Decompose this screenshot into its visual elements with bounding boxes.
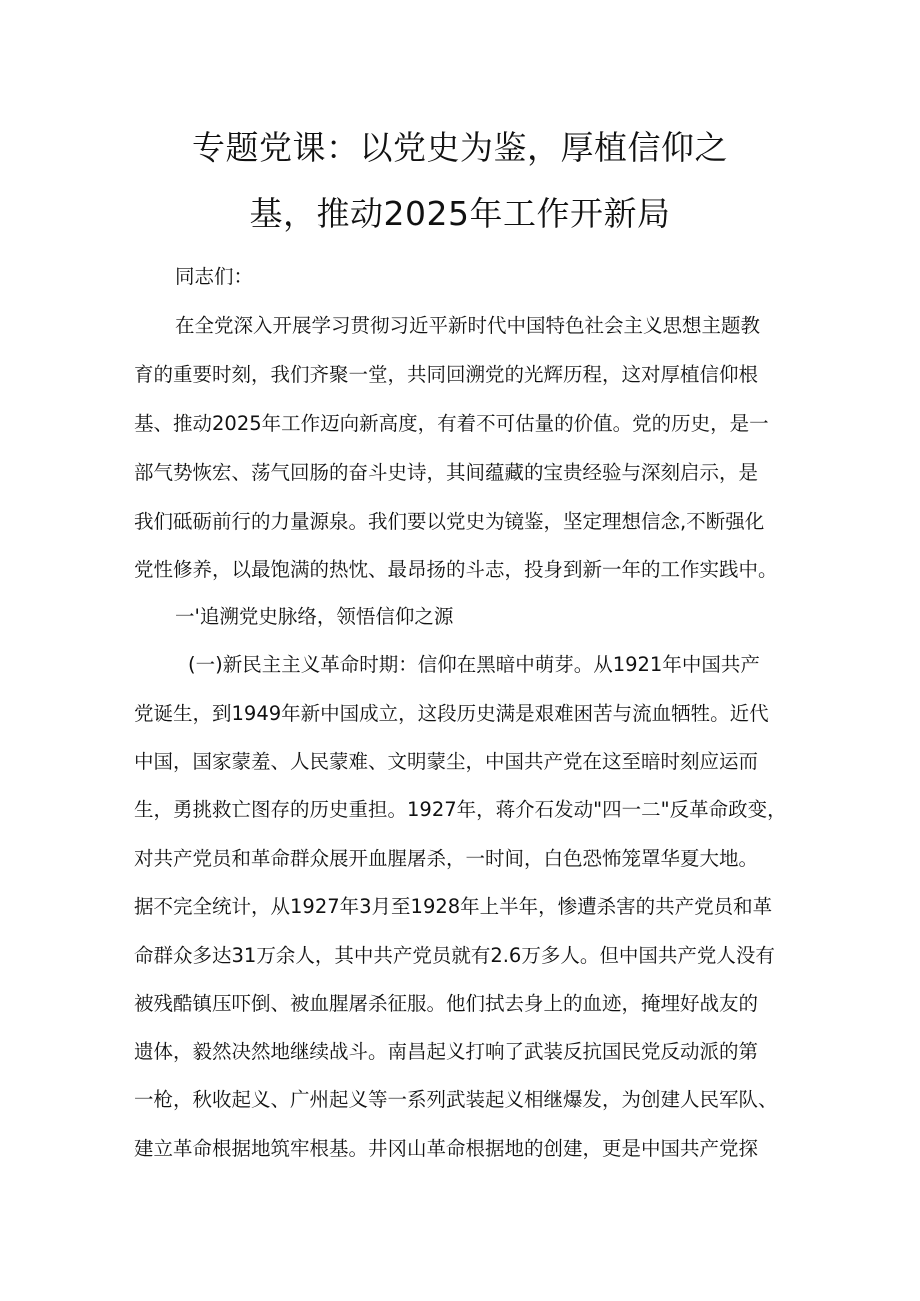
paragraph-line: 遗体，毅然决然地继续战斗。南昌起义打响了武装反抗国民党反动派的第 xyxy=(134,1040,759,1063)
subsection-heading: (一)新民主主义革命时期：信仰在黑暗中萌芽。从1921年中国共产 xyxy=(188,653,760,676)
paragraph-line: 一枪，秋收起义、广州起义等一系列武装起义相继爆发，为创建人民军队、 xyxy=(134,1088,778,1111)
paragraph-line: 我们砥砺前行的力量源泉。我们要以党史为镜鉴，坚定理想信念,不断强化 xyxy=(134,510,765,533)
section-heading: 一'追溯党史脉络，领悟信仰之源 xyxy=(175,605,454,628)
paragraph-line: 据不完全统计，从1927年3月至1928年上半年，惨遭杀害的共产党员和革 xyxy=(134,895,773,918)
paragraph-line: 育的重要时刻，我们齐聚一堂，共同回溯党的光辉历程，这对厚植信仰根 xyxy=(134,363,759,386)
paragraph-line: 部气势恢宏、荡气回肠的奋斗史诗，其间蕴藏的宝贵经验与深刻启示，是 xyxy=(134,461,759,484)
paragraph-line: 党性修养，以最饱满的热忱、最昂扬的斗志，投身到新一年的工作实践中。 xyxy=(134,558,778,581)
paragraph-line: 中国，国家蒙羞、人民蒙难、文明蒙尘，中国共产党在这至暗时刻应运而 xyxy=(134,750,759,773)
title-line-1: 专题党课：以党史为鉴，厚植信仰之 xyxy=(192,128,728,167)
paragraph-line: 生，勇挑救亡图存的历史重担。1927年，蒋介石发动"四一二"反革命政变， xyxy=(134,798,787,821)
paragraph-line: 命群众多达31万余人，其中共产党员就有2.6万多人。但中国共产党人没有 xyxy=(134,944,775,967)
paragraph-line: 党诞生，到1949年新中国成立，这段历史满是艰难困苦与流血牺牲。近代 xyxy=(134,702,769,725)
paragraph-line: 对共产党员和革命群众展开血腥屠杀，一时间，白色恐怖笼罩华夏大地。 xyxy=(134,847,759,870)
paragraph-line: 基、推动2025年工作迈向新高度，有着不可估量的价值。党的历史，是一 xyxy=(134,412,769,435)
title-line-2: 基，推动2025年工作开新局 xyxy=(249,194,671,233)
paragraph-line: 被残酷镇压吓倒、被血腥屠杀征服。他们拭去身上的血迹，掩埋好战友的 xyxy=(134,992,759,1015)
paragraph-line: 在全党深入开展学习贯彻习近平新时代中国特色社会主义思想主题教 xyxy=(175,314,761,337)
salutation: 同志们： xyxy=(175,265,254,288)
paragraph-line: 建立革命根据地筑牢根基。井冈山革命根据地的创建，更是中国共产党探 xyxy=(134,1137,759,1160)
